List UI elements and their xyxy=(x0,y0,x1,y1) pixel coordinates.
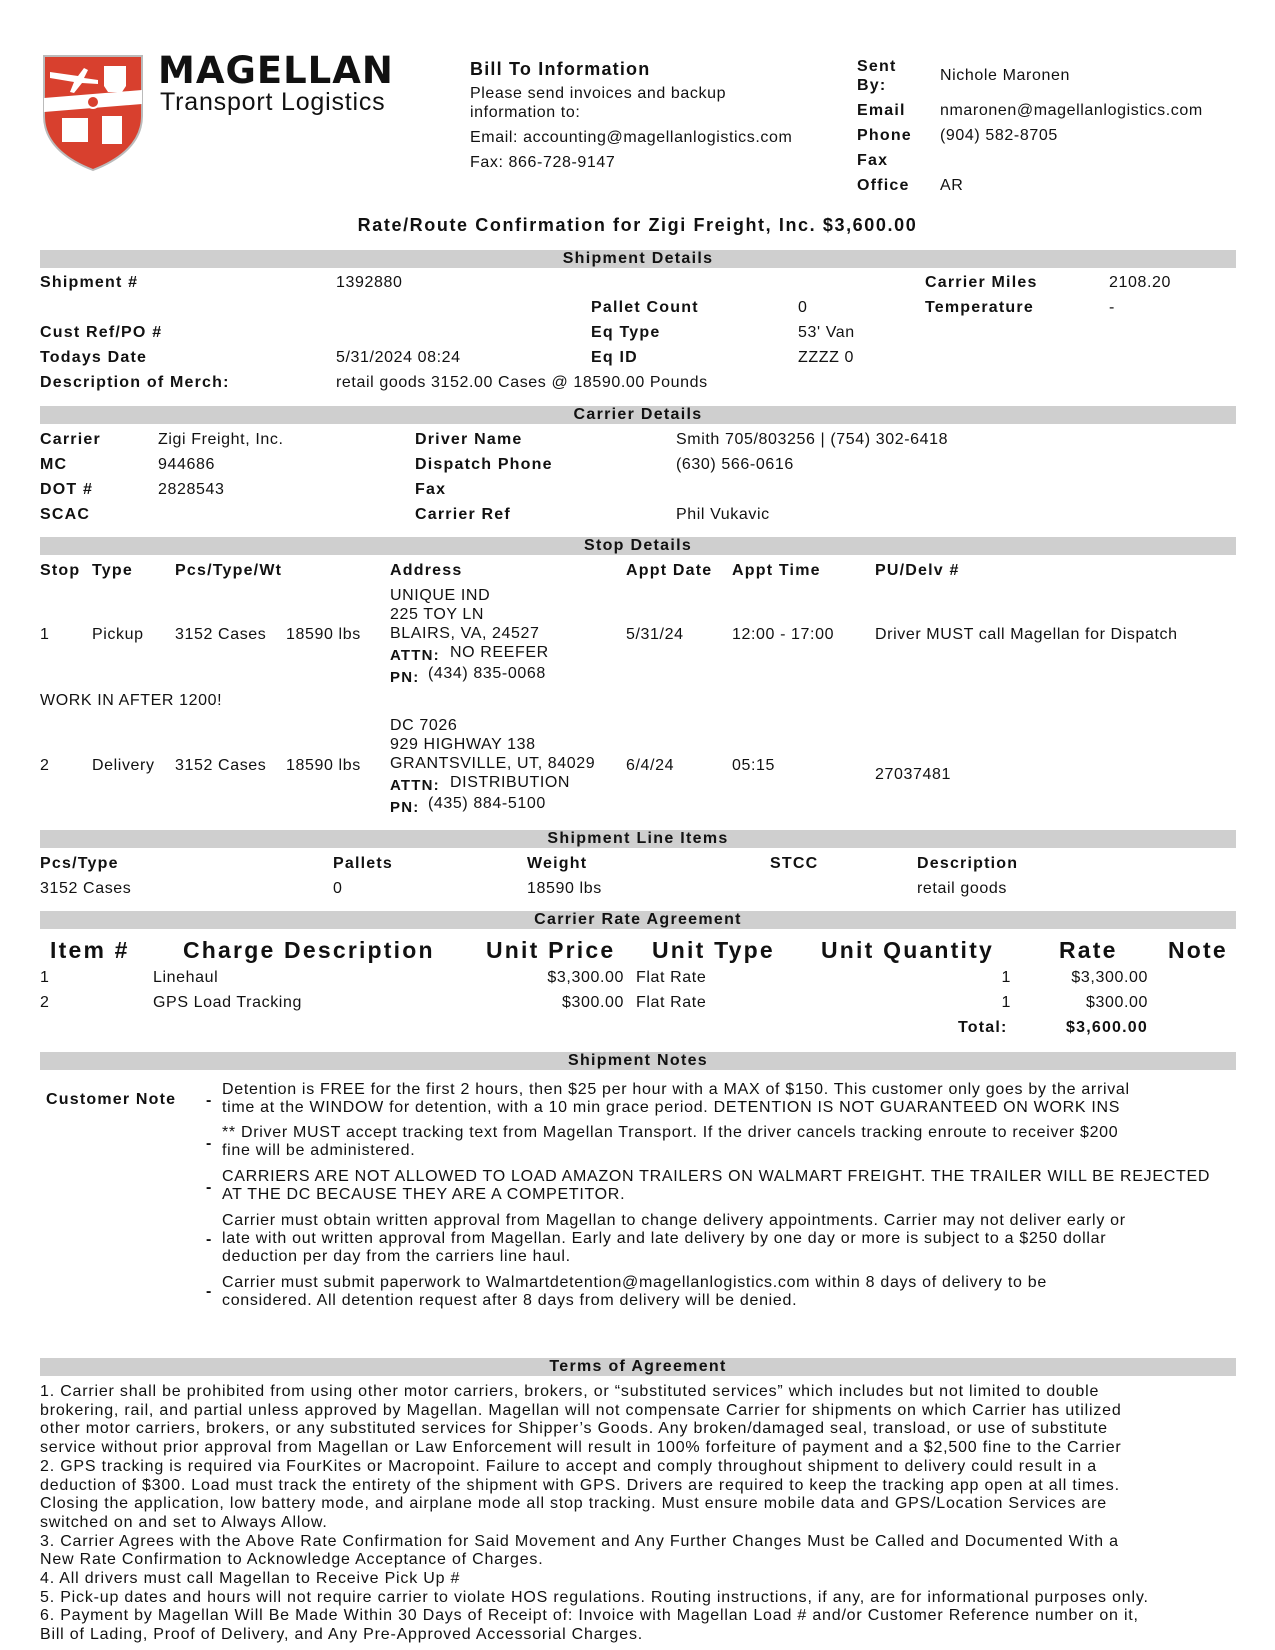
terms-line: Bill of Lading, Proof of Delivery, and Any Pre-Approved Accessorial Charges. xyxy=(40,1626,644,1644)
pallet-count-label: Pallet Count xyxy=(591,299,699,316)
terms-line: service without prior approval from Magellan or Law Enforcement will result in 100% forfeiture of payment and a $2,500 fine to the Carrier xyxy=(40,1439,1122,1457)
stop-2-weight: 18590 lbs xyxy=(286,757,361,774)
stop-1-weight: 18590 lbs xyxy=(286,626,361,643)
col-rate: Rate xyxy=(1059,937,1118,963)
note-4-dash: - xyxy=(206,1231,212,1248)
pallet-count: 0 xyxy=(798,299,808,316)
terms-line: other motor carriers, brokers, or any substituted services for Shipper’s Goods. Any broken/damaged seal, transload, or use of substitute xyxy=(40,1420,1108,1438)
terms-line: 6. Payment by Magellan Will Be Made Within 30 Days of Receipt of: Invoice with Magellan Load # and/or Customer Reference number on it, xyxy=(40,1607,1139,1625)
mc-number: 944686 xyxy=(158,456,215,473)
note-2-dash: - xyxy=(206,1135,212,1152)
company-logo xyxy=(42,54,144,172)
col-unit-price: Unit Price xyxy=(486,937,616,963)
sent-by-label-1: Sent xyxy=(857,58,897,75)
sender-office-label: Office xyxy=(857,177,910,194)
bill-to-title: Bill To Information xyxy=(470,59,651,79)
total-label: Total: xyxy=(958,1019,1008,1036)
eq-type-label: Eq Type xyxy=(591,324,661,341)
rate-agreement-header: Carrier Rate Agreement xyxy=(40,911,1236,929)
carrier-fax-label: Fax xyxy=(415,481,447,498)
stop-1-attn-label: ATTN: xyxy=(390,647,440,664)
note-4-line-2: late with out written approval from Magellan. Early and late delivery by one day or more is subject to a $250 dollar xyxy=(222,1230,1107,1247)
rate-row-1-unit-price: $3,300.00 xyxy=(547,969,624,986)
stop-2-address-1: DC 7026 xyxy=(390,717,458,734)
terms-line: New Rate Confirmation to Acknowledge Acceptance of Charges. xyxy=(40,1551,544,1569)
driver-name-label: Driver Name xyxy=(415,431,523,448)
stop-1-note: WORK IN AFTER 1200! xyxy=(40,692,223,709)
col-stop: Stop xyxy=(40,562,81,579)
customer-note-label: Customer Note xyxy=(46,1091,177,1108)
sender-email-label: Email xyxy=(857,102,906,119)
line-items-header: Shipment Line Items xyxy=(40,830,1236,848)
col-stcc: STCC xyxy=(770,855,819,872)
col-charge-description: Charge Description xyxy=(183,937,435,963)
carrier-ref: Phil Vukavic xyxy=(676,506,770,523)
sender-office: AR xyxy=(940,177,964,194)
col-description: Description xyxy=(917,855,1019,872)
stop-2-pu-delv: 27037481 xyxy=(875,766,951,783)
terms-line: 4. All drivers must call Magellan to Receive Pick Up # xyxy=(40,1570,461,1588)
col-pcs-type-wt: Pcs/Type/Wt xyxy=(175,562,283,579)
stop-2-pcs: 3152 Cases xyxy=(175,757,267,774)
rate-row-1-rate: $3,300.00 xyxy=(1071,969,1148,986)
sender-fax-label: Fax xyxy=(857,152,889,169)
line-item-weight: 18590 lbs xyxy=(527,880,602,897)
stop-1-pcs: 3152 Cases xyxy=(175,626,267,643)
stop-2-attn: DISTRIBUTION xyxy=(450,774,571,791)
dispatch-phone: (630) 566-0616 xyxy=(676,456,794,473)
col-weight: Weight xyxy=(527,855,588,872)
col-unit-quantity: Unit Quantity xyxy=(821,937,994,963)
carrier-details-header: Carrier Details xyxy=(40,406,1236,424)
rate-row-2-quantity: 1 xyxy=(1001,994,1011,1011)
note-2-line-2: fine will be administered. xyxy=(222,1142,416,1159)
eq-type: 53' Van xyxy=(798,324,855,341)
col-item-number: Item # xyxy=(50,937,130,963)
stop-2-address-2: 929 HIGHWAY 138 xyxy=(390,736,536,753)
eq-id: ZZZZ 0 xyxy=(798,349,855,366)
dispatch-phone-label: Dispatch Phone xyxy=(415,456,553,473)
stop-2-attn-label: ATTN: xyxy=(390,777,440,794)
note-5-dash: - xyxy=(206,1283,212,1300)
note-3-line-2: AT THE DC BECAUSE THEY ARE A COMPETITOR. xyxy=(222,1186,626,1203)
merch-description: retail goods 3152.00 Cases @ 18590.00 Pounds xyxy=(336,374,708,391)
carrier-name: Zigi Freight, Inc. xyxy=(158,431,284,448)
stop-1-pn-label: PN: xyxy=(390,669,420,686)
total-amount: $3,600.00 xyxy=(1066,1019,1148,1036)
stop-1-appt-time: 12:00 - 17:00 xyxy=(732,626,835,643)
bill-to-email: Email: accounting@magellanlogistics.com xyxy=(470,129,793,146)
note-4-line-1: Carrier must obtain written approval from Magellan to change delivery appointments. Carrier may not deliver early or xyxy=(222,1212,1126,1229)
shipment-number-label: Shipment # xyxy=(40,274,139,291)
stop-1-address-1: UNIQUE IND xyxy=(390,587,491,604)
shipment-notes-header: Shipment Notes xyxy=(40,1052,1236,1070)
line-item-description: retail goods xyxy=(917,880,1007,897)
carrier-ref-label: Carrier Ref xyxy=(415,506,511,523)
eq-id-label: Eq ID xyxy=(591,349,638,366)
dot-label: DOT # xyxy=(40,481,94,498)
stop-1-number: 1 xyxy=(40,626,50,643)
stop-2-phone: (435) 884-5100 xyxy=(428,795,546,812)
terms-line: Closing the application, low battery mode, and airplane mode all stop tracking. Must ensure mobile data and GPS/Location Services are xyxy=(40,1495,1107,1513)
carrier-miles-label: Carrier Miles xyxy=(925,274,1038,291)
bill-to-line-2: information to: xyxy=(470,104,581,121)
rate-row-1-description: Linehaul xyxy=(153,969,219,986)
cust-ref-label: Cust Ref/PO # xyxy=(40,324,163,341)
todays-date: 5/31/2024 08:24 xyxy=(336,349,461,366)
note-5-line-2: considered. All detention request after 8 days from delivery will be denied. xyxy=(222,1292,798,1309)
line-item-pallets: 0 xyxy=(333,880,343,897)
document-title: Rate/Route Confirmation for Zigi Freight, Inc. $3,600.00 xyxy=(357,215,918,235)
col-note: Note xyxy=(1168,937,1228,963)
note-1-line-1: Detention is FREE for the first 2 hours, then $25 per hour with a MAX of $150. This customer only goes by the arrival xyxy=(222,1081,1130,1098)
carrier-miles: 2108.20 xyxy=(1109,274,1172,291)
shield-logo-icon xyxy=(42,54,144,172)
stop-2-address-3: GRANTSVILLE, UT, 84029 xyxy=(390,755,596,772)
terms-line: brokering, rail, and partial unless approved by Magellan. Magellan will not compensate Carrier for shipments on which Carrier has utilized xyxy=(40,1401,1122,1419)
line-item-pcs: 3152 Cases xyxy=(40,880,132,897)
col-pcs-type: Pcs/Type xyxy=(40,855,119,872)
stop-1-address-2: 225 TOY LN xyxy=(390,606,485,623)
terms-body xyxy=(40,1383,1240,1645)
terms-line: 5. Pick-up dates and hours will not require carrier to violate HOS regulations. Routing instructions, if any, are for informational purposes only. xyxy=(40,1588,1149,1606)
rate-row-2-item: 2 xyxy=(40,994,50,1011)
todays-date-label: Todays Date xyxy=(40,349,148,366)
stop-2-appt-date: 6/4/24 xyxy=(626,757,675,774)
col-type: Type xyxy=(92,562,133,579)
note-1-dash: - xyxy=(206,1092,212,1109)
stop-1-phone: (434) 835-0068 xyxy=(428,665,546,682)
dot-number: 2828543 xyxy=(158,481,225,498)
scac-label: SCAC xyxy=(40,506,91,523)
note-3-dash: - xyxy=(206,1179,212,1196)
sent-by-label-2: By: xyxy=(857,77,887,94)
stop-1-appt-date: 5/31/24 xyxy=(626,626,684,643)
shipment-number: 1392880 xyxy=(336,274,403,291)
rate-row-2-rate: $300.00 xyxy=(1085,994,1148,1011)
terms-line: 3. Carrier Agrees with the Above Rate Confirmation for Said Movement and Any Further Changes Must be Called and Documented With a xyxy=(40,1532,1119,1550)
note-2-line-1: ** Driver MUST accept tracking text from Magellan Transport. If the driver cancels tracking enroute to receiver $200 xyxy=(222,1124,1119,1141)
sender-phone-label: Phone xyxy=(857,127,912,144)
terms-line: deduction of $300. Load must track the entirety of the shipment with GPS. Drivers are required to keep the tracking app open at all times. xyxy=(40,1476,1120,1494)
note-5-line-1: Carrier must submit paperwork to Walmartdetention@magellanlogistics.com within 8 days of delivery to be xyxy=(222,1274,1047,1291)
terms-line: switched on and set to Always Allow. xyxy=(40,1513,328,1531)
rate-row-1-unit-type: Flat Rate xyxy=(636,969,707,986)
bill-to-fax: Fax: 866-728-9147 xyxy=(470,154,616,171)
rate-row-2-description: GPS Load Tracking xyxy=(153,994,302,1011)
rate-row-1-quantity: 1 xyxy=(1001,969,1011,986)
stop-2-number: 2 xyxy=(40,757,50,774)
rate-row-2-unit-price: $300.00 xyxy=(561,994,624,1011)
temperature: - xyxy=(1109,299,1115,316)
stop-2-pn-label: PN: xyxy=(390,799,420,816)
temperature-label: Temperature xyxy=(925,299,1034,316)
stop-2-type: Delivery xyxy=(92,757,155,774)
terms-line: 2. GPS tracking is required via FourKites or Macropoint. Failure to accept and comply throughout shipment to delivery could result in a xyxy=(40,1457,1097,1475)
col-pallets: Pallets xyxy=(333,855,393,872)
shipment-details-header: Shipment Details xyxy=(40,250,1236,268)
brand-name: MAGELLAN xyxy=(158,49,394,92)
col-address: Address xyxy=(390,562,463,579)
terms-line: 1. Carrier shall be prohibited from using other motor carriers, brokers, or “substituted services” which includes but not limited to double xyxy=(40,1383,1100,1400)
rate-row-2-unit-type: Flat Rate xyxy=(636,994,707,1011)
note-3-line-1: CARRIERS ARE NOT ALLOWED TO LOAD AMAZON TRAILERS ON WALMART FREIGHT. THE TRAILER WILL BE REJECTED xyxy=(222,1168,1211,1185)
stop-1-type: Pickup xyxy=(92,626,144,643)
merch-label: Description of Merch: xyxy=(40,374,230,391)
sender-phone: (904) 582-8705 xyxy=(940,127,1058,144)
stop-1-pu-delv: Driver MUST call Magellan for Dispatch xyxy=(875,626,1178,643)
driver-name: Smith 705/803256 | (754) 302-6418 xyxy=(676,431,949,448)
note-1-line-2: time at the WINDOW for detention, with a 10 min grace period. DETENTION IS NOT GUARANTEED ON WORK INS xyxy=(222,1099,1121,1116)
carrier-label: Carrier xyxy=(40,431,101,448)
stop-details-header: Stop Details xyxy=(40,537,1236,555)
col-appt-time: Appt Time xyxy=(732,562,821,579)
rate-row-1-item: 1 xyxy=(40,969,50,986)
sender-email: nmaronen@magellanlogistics.com xyxy=(940,102,1203,119)
stop-1-address-3: BLAIRS, VA, 24527 xyxy=(390,625,540,642)
brand-tagline: Transport Logistics xyxy=(160,88,386,116)
col-pu-delv: PU/Delv # xyxy=(875,562,960,579)
stop-2-appt-time: 05:15 xyxy=(732,757,776,774)
bill-to-line-1: Please send invoices and backup xyxy=(470,85,727,102)
sent-by-value: Nichole Maronen xyxy=(940,67,1070,84)
col-unit-type: Unit Type xyxy=(652,937,775,963)
note-4-line-3: deduction per day from the carriers line haul. xyxy=(222,1248,571,1265)
mc-label: MC xyxy=(40,456,68,473)
stop-1-attn: NO REEFER xyxy=(450,644,549,661)
col-appt-date: Appt Date xyxy=(626,562,713,579)
terms-header: Terms of Agreement xyxy=(40,1358,1236,1376)
